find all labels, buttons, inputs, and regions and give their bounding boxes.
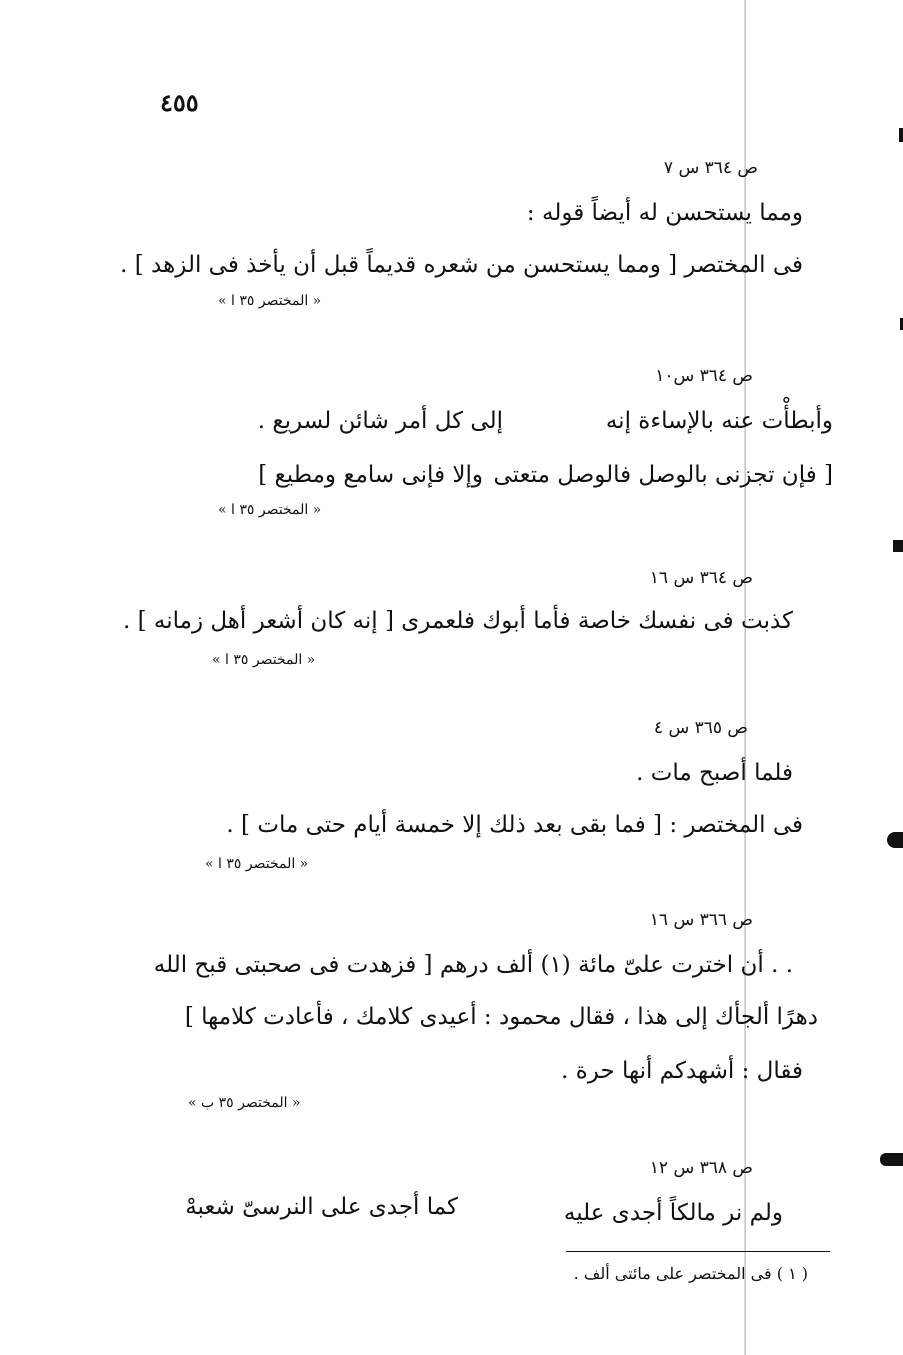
entry-1-line-2: فى المختصر [ ومما يستحسن من شعره قديماً قبل أن يأخذ فى الزهد ] . [120,252,803,278]
entry-5-line-1: . . أن اخترت علىّ مائة (١) ألف درهم [ فزهدت فى صحبتى قبح الله [153,952,793,978]
edge-mark-4 [887,832,903,848]
entry-4-line-1: فلما أصبح مات . [636,760,793,786]
footnote-rule [566,1251,830,1252]
entry-4-line-2: فى المختصر : [ فما بقى بعد ذلك إلا خمسة أيام حتى مات ] . [226,812,803,838]
entry-2-ref: ص ٣٦٤ س١٠ [655,366,753,386]
entry-1-source: « المختصر ٣٥ ا » [218,293,322,309]
entry-5-source: « المختصر ٣٥ ب » [188,1095,301,1111]
entry-6-ref: ص ٣٦٨ س ١٢ [649,1158,753,1178]
entry-5-ref: ص ٣٦٦ س ١٦ [649,910,753,930]
page-number: ٤٥٥ [160,88,199,117]
entry-4-ref: ص ٣٦٥ س ٤ [653,718,748,738]
entry-2-verse-1-first: وأبطأْت عنه بالإساءة إنه [605,408,833,434]
entry-6-verse-1-second: كما أجدى على النرسىّ شعبهْ [185,1194,458,1220]
entry-4-source: « المختصر ٣٥ ا » [205,856,309,872]
entry-2-source: « المختصر ٣٥ ا » [218,502,322,518]
edge-mark-1 [899,128,903,142]
entry-2-verse-2-second: وإلا فإنى سامع ومطيع ] [258,462,483,488]
edge-mark-3 [893,540,903,552]
entry-2-verse-2-first: [ فإن تجزنى بالوصل فالوصل متعتى [493,462,833,488]
entry-5-line-2: دهرًا ألجأك إلى هذا ، فقال محمود : أعيدى كلامك ، فأعادت كلامها ] [184,1004,818,1030]
entry-3-source: « المختصر ٣٥ ا » [212,652,316,668]
footnote: ( ١ ) فى المختصر على مائتى ألف . [573,1264,808,1283]
entry-3-line-1: كذبت فى نفسك خاصة فأما أبوك فلعمرى [ إنه كان أشعر أهل زمانه ] . [123,608,793,634]
entry-2-verse-1-second: إلى كل أمر شائن لسريع . [257,408,503,434]
entry-5-line-3: فقال : أشهدكم أنها حرة . [561,1058,803,1084]
edge-mark-5 [880,1153,903,1166]
entry-1-ref: ص ٣٦٤ س ٧ [663,158,758,178]
entry-3-ref: ص ٣٦٤ س ١٦ [649,568,753,588]
entry-1-line-1: ومما يستحسن له أيضاً قوله : [526,200,803,226]
entry-6-verse-1-first: ولم نر مالكاً أجدى عليه [563,1200,783,1226]
